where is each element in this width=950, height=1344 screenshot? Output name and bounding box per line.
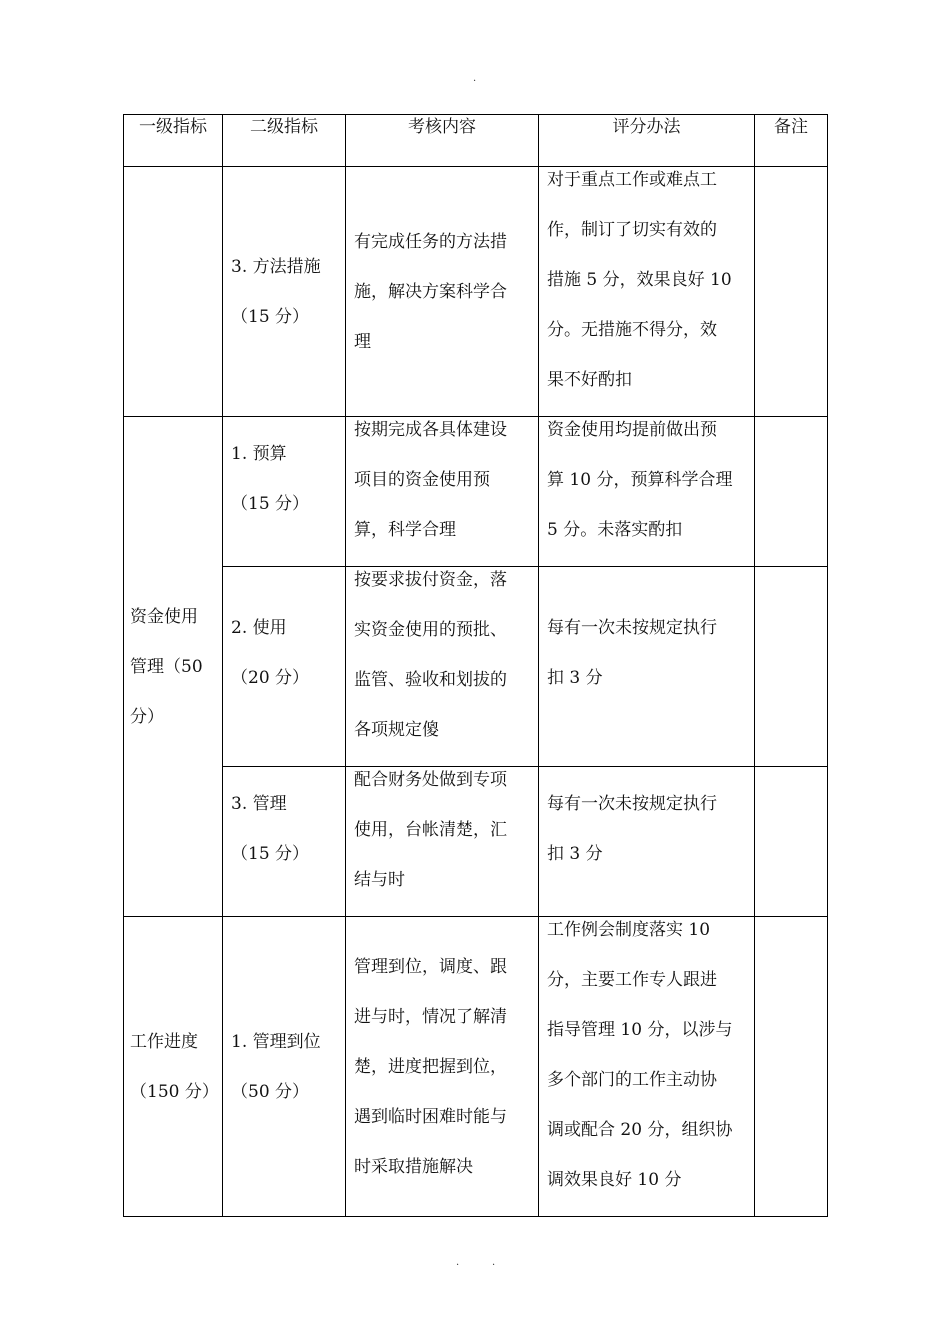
cell-note — [755, 767, 828, 917]
cell-level1: 工作进度 （150 分） — [124, 917, 223, 1217]
cell-level2: 3. 方法措施 （15 分） — [223, 167, 346, 417]
cell-level2: 1. 预算 （15 分） — [223, 417, 346, 567]
cell-level1 — [124, 167, 223, 417]
table-row — [124, 567, 828, 767]
cell-method: 每有一次未按规定执行 扣 3 分 — [539, 567, 755, 767]
cell-level2: 1. 管理到位 （50 分） — [223, 917, 346, 1217]
cell-content: 有完成任务的方法措 施，解决方案科学合 理 — [346, 167, 539, 417]
cell-level2: 3. 管理 （15 分） — [223, 767, 346, 917]
cell-level1: 资金使用 管理（50 分） — [124, 417, 223, 917]
cell-method: 每有一次未按规定执行 扣 3 分 — [539, 767, 755, 917]
cell-content: 配合财务处做到专项 使用，台帐清楚，汇 结与时 — [346, 767, 539, 917]
header-level2: 二级指标 — [223, 115, 346, 167]
header-note: 备注 — [755, 115, 828, 167]
cell-note — [755, 567, 828, 767]
page-mark-bottom-right: . — [492, 1257, 496, 1268]
cell-method: 对于重点工作或难点工 作，制订了切实有效的 措施 5 分，效果良好 10 分。无措施不得分，效 果不好酌扣 — [539, 167, 755, 417]
cell-note — [755, 417, 828, 567]
table-row — [124, 917, 828, 1217]
header-level1: 一级指标 — [124, 115, 223, 167]
cell-content: 按期完成各具体建设 项目的资金使用预 算，科学合理 — [346, 417, 539, 567]
table-row — [124, 417, 828, 567]
cell-note — [755, 917, 828, 1217]
table-row — [124, 167, 828, 417]
assessment-table — [123, 114, 828, 1217]
cell-content: 管理到位，调度、跟 进与时，情况了解清 楚，进度把握到位， 遇到临时困难时能与 时采取措施解决 — [346, 917, 539, 1217]
header-content: 考核内容 — [346, 115, 539, 167]
page-mark-bottom-left: . — [456, 1257, 460, 1268]
cell-method: 工作例会制度落实 10 分，主要工作专人跟进 指导管理 10 分，以涉与 多个部门的工作主动协 调或配合 20 分，组织协 调效果良好 10 分 — [539, 917, 755, 1217]
header-method: 评分办法 — [539, 115, 755, 167]
cell-level2: 2. 使用 （20 分） — [223, 567, 346, 767]
cell-content: 按要求拔付资金，落 实资金使用的预批、 监管、验收和划拔的 各项规定傻 — [346, 567, 539, 767]
table-row — [124, 767, 828, 917]
cell-note — [755, 167, 828, 417]
page-mark-top: . — [473, 73, 477, 84]
cell-method: 资金使用均提前做出预 算 10 分，预算科学合理 5 分。未落实酌扣 — [539, 417, 755, 567]
